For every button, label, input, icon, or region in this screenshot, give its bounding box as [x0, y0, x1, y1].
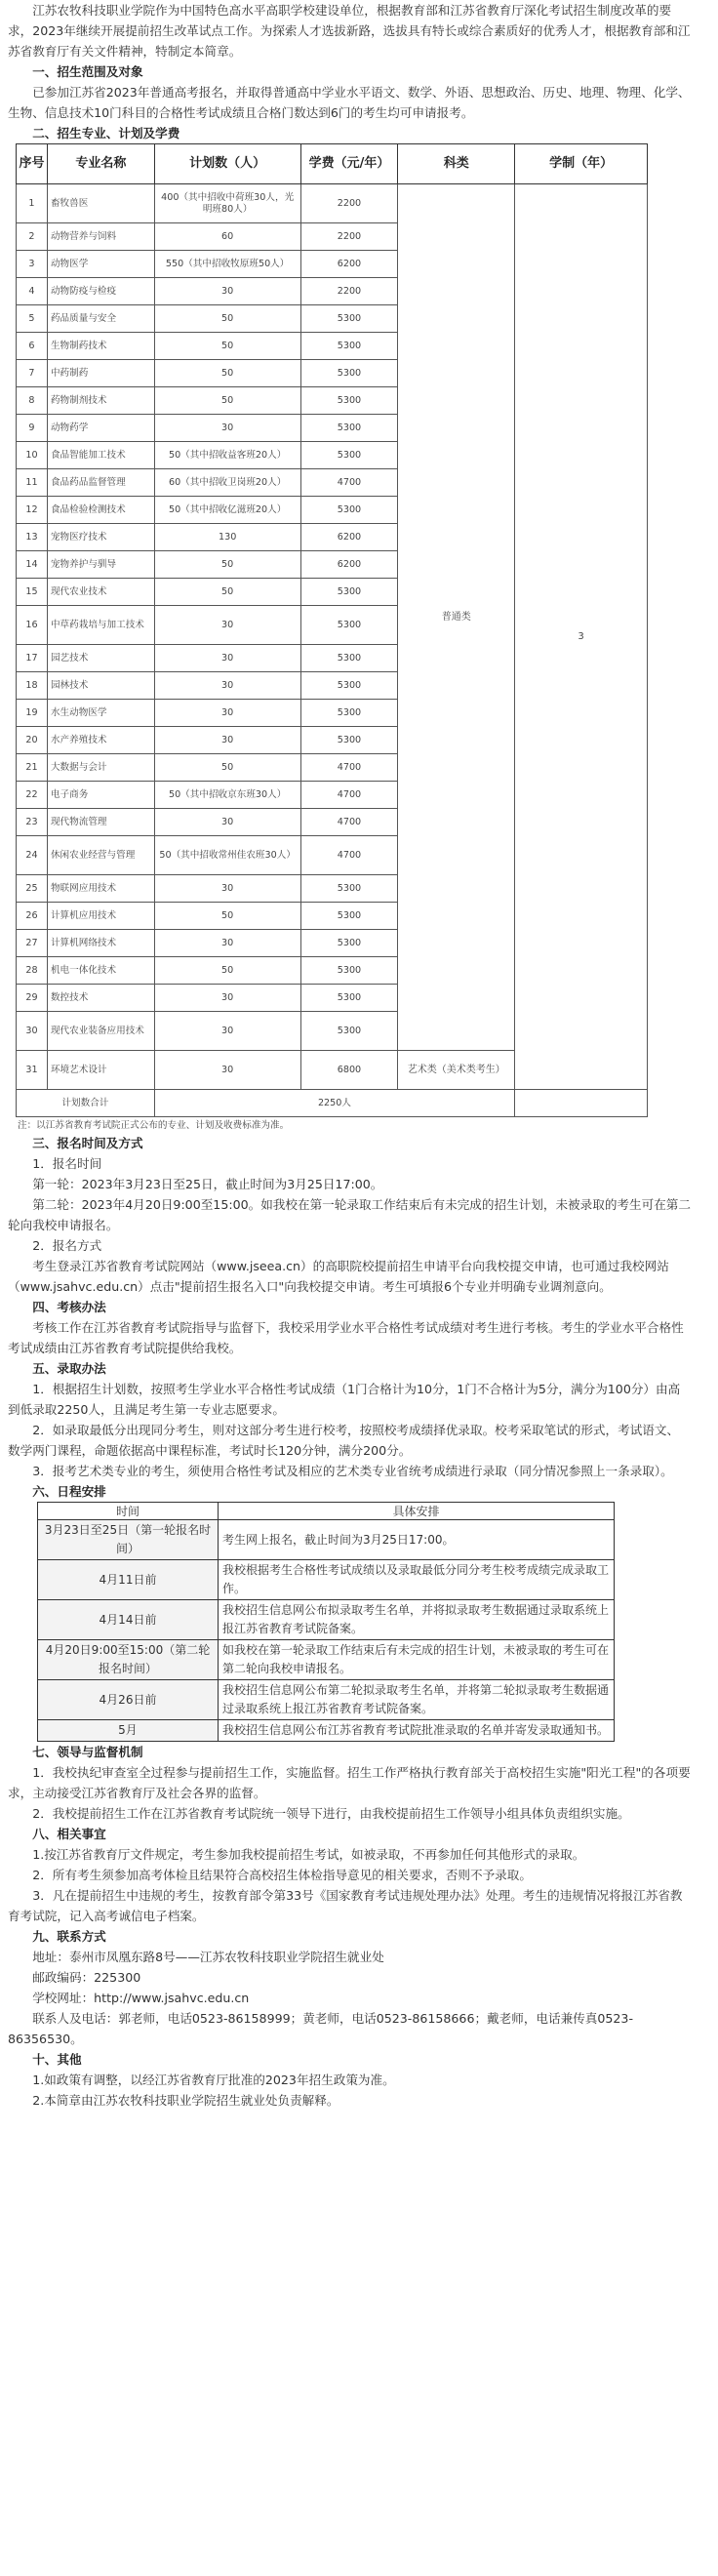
plan-cell-name: 水产养殖技术	[47, 727, 154, 754]
plan-cell-name: 生物制药技术	[47, 333, 154, 360]
plan-cell-fee: 4700	[300, 782, 398, 809]
plan-cell-name: 宠物养护与驯导	[47, 551, 154, 579]
schedule-time: 4月26日前	[38, 1680, 219, 1720]
plan-cell-fee: 5300	[300, 442, 398, 469]
schedule-time: 5月	[38, 1720, 219, 1742]
schedule-header	[38, 1503, 615, 1520]
header-fee: 学费（元/年）	[300, 144, 398, 184]
plan-cell-plan: 30	[154, 1012, 300, 1051]
plan-cell-plan: 50	[154, 903, 300, 930]
section-8-item-2: 2．所有考生须参加高考体检且结果符合高校招生体检指导意见的相关要求，否则不予录取。	[32, 1868, 532, 1882]
plan-cell-no: 16	[17, 606, 48, 645]
header-plan: 计划数（人）	[154, 144, 300, 184]
plan-cell-fee: 5300	[300, 645, 398, 672]
plan-cell-fee: 5300	[300, 727, 398, 754]
schedule-row	[38, 1600, 615, 1640]
plan-cell-plan: 50	[154, 754, 300, 782]
plan-cell-no: 28	[17, 957, 48, 985]
section-3-sub-2: 2．报名方式	[32, 1238, 102, 1253]
section-8-item-3: 3．凡在提前招生中违规的考生，按教育部令第33号《国家教育考试违规处理办法》处理。考生的违规情况将报江苏省教育考试院，记入高考诚信电子档案。	[8, 1888, 683, 1923]
plan-cell-name: 动物营养与饲料	[47, 223, 154, 251]
plan-cell-plan: 30	[154, 415, 300, 442]
plan-cell-fee: 4700	[300, 469, 398, 497]
plan-cell-name: 计算机应用技术	[47, 903, 154, 930]
years-value: 3	[515, 184, 648, 1090]
header-name: 专业名称	[47, 144, 154, 184]
plan-cell-fee: 6200	[300, 524, 398, 551]
contact-postcode: 邮政编码：225300	[32, 1970, 141, 1985]
section-1-text: 已参加江苏省2023年普通高考报名，并取得普通高中学业水平语文、数学、外语、思想政治、历史、地理、物理、化学、生物、信息技术10门科目的合格性考试成绩且合格门数达到6门的考生均可申请报考。	[8, 85, 691, 120]
plan-cell-name: 现代农业装备应用技术	[47, 1012, 154, 1051]
plan-cell-plan: 50（其中招收常州佳农班30人）	[154, 836, 300, 875]
plan-cell-name: 食品智能加工技术	[47, 442, 154, 469]
plan-cell-fee: 5300	[300, 875, 398, 903]
schedule-detail: 我校招生信息网公布拟录取考生名单，并将拟录取考生数据通过录取系统上报江苏省教育考试院备案。	[219, 1600, 615, 1640]
section-3-method: 考生登录江苏省教育考试院网站（www.jseea.cn）的高职院校提前招生申请平台向我校提交申请，也可通过我校网站（www.jsahvc.edu.cn）点击"提前招生报名入口"向我校提交申请。考生可填报6个专业并明确专业调剂意向。	[8, 1259, 669, 1294]
schedule-time: 4月14日前	[38, 1600, 219, 1640]
plan-cell-plan: 30	[154, 700, 300, 727]
contact-website: 学校网址：http://www.jsahvc.edu.cn	[32, 1991, 250, 2005]
schedule-header-detail: 具体安排	[219, 1503, 615, 1520]
section-6-title: 六、日程安排	[32, 1484, 106, 1499]
plan-cell-plan: 550（其中招收牧原班50人）	[154, 251, 300, 278]
plan-cell-name: 食品药品监督管理	[47, 469, 154, 497]
plan-cell-name: 机电一体化技术	[47, 957, 154, 985]
plan-cell-fee: 2200	[300, 223, 398, 251]
plan-cell-name: 中药制药	[47, 360, 154, 387]
plan-cell-name: 宠物医疗技术	[47, 524, 154, 551]
section-7-title: 七、领导与监督机制	[32, 1745, 143, 1759]
plan-cell-no: 19	[17, 700, 48, 727]
plan-cell-name: 电子商务	[47, 782, 154, 809]
plan-cell-plan: 30	[154, 606, 300, 645]
enrollment-plan-table	[16, 143, 648, 1117]
plan-cell-plan: 50	[154, 305, 300, 333]
section-10-item-2: 2.本简章由江苏农牧科技职业学院招生就业处负责解释。	[32, 2093, 339, 2108]
plan-cell-plan: 50（其中招收亿滋班20人）	[154, 497, 300, 524]
total-value: 2250人	[154, 1090, 514, 1117]
plan-cell-no: 14	[17, 551, 48, 579]
plan-cell-name: 动物医学	[47, 251, 154, 278]
section-5-item-1: 1．根据招生计划数，按照考生学业水平合格性考试成绩（1门合格计为10分，1门不合格计为5分，满分为100分）由高到低录取2250人，且满足考生第一专业志愿要求。	[8, 1382, 681, 1417]
plan-cell-name: 计算机网络技术	[47, 930, 154, 957]
plan-cell-no: 20	[17, 727, 48, 754]
schedule-row	[38, 1560, 615, 1600]
plan-cell-plan: 400（其中招收中荷班30人，光明班80人）	[154, 184, 300, 223]
schedule-row	[38, 1640, 615, 1680]
plan-cell-name: 水生动物医学	[47, 700, 154, 727]
plan-cell-no: 6	[17, 333, 48, 360]
schedule-row	[38, 1720, 615, 1742]
contact-address: 地址：泰州市凤凰东路8号——江苏农牧科技职业学院招生就业处	[32, 1950, 384, 1964]
plan-cell-plan: 60	[154, 223, 300, 251]
kind-general: 普通类	[398, 184, 515, 1051]
plan-cell-plan: 30	[154, 727, 300, 754]
plan-cell-no: 25	[17, 875, 48, 903]
plan-cell-fee: 5300	[300, 606, 398, 645]
plan-cell-name: 动物药学	[47, 415, 154, 442]
plan-cell-fee: 5300	[300, 360, 398, 387]
section-9-title: 九、联系方式	[32, 1929, 106, 1944]
plan-cell-fee: 6200	[300, 251, 398, 278]
section-3-round-1: 第一轮：2023年3月23日至25日，截止时间为3月25日17:00。	[32, 1177, 383, 1191]
section-8-item-1: 1.按江苏省教育厅文件规定，考生参加我校提前招生考试，如被录取，不再参加任何其他形式的录取。	[32, 1847, 585, 1862]
plan-cell-no: 9	[17, 415, 48, 442]
plan-cell-fee: 4700	[300, 836, 398, 875]
header-kind: 科类	[398, 144, 515, 184]
plan-cell-name: 数控技术	[47, 985, 154, 1012]
plan-cell-plan: 30	[154, 645, 300, 672]
section-2-title: 二、招生专业、计划及学费	[32, 126, 180, 141]
plan-cell-fee: 5300	[300, 333, 398, 360]
plan-cell-plan: 50	[154, 360, 300, 387]
intro-paragraph: 江苏农牧科技职业学院作为中国特色高水平高职学校建设单位，根据教育部和江苏省教育厅深化考试招生制度改革的要求，2023年继续开展提前招生改革试点工作。为探索人才选拔新路，选拔具有特长或综合素质好的优秀人才，根据教育部和江苏省教育厅有关文件精神，特制定本简章。	[8, 3, 691, 59]
plan-cell-plan: 30	[154, 930, 300, 957]
plan-cell-name: 药物制剂技术	[47, 387, 154, 415]
section-1-title: 一、招生范围及对象	[32, 64, 143, 79]
section-3-title: 三、报名时间及方式	[32, 1136, 143, 1150]
plan-cell-no: 23	[17, 809, 48, 836]
plan-cell-plan: 50	[154, 957, 300, 985]
schedule-table	[37, 1502, 615, 1742]
plan-cell-name: 休闲农业经营与管理	[47, 836, 154, 875]
plan-cell-fee: 2200	[300, 278, 398, 305]
schedule-row	[38, 1520, 615, 1560]
plan-cell-fee: 5300	[300, 305, 398, 333]
plan-cell-no: 10	[17, 442, 48, 469]
plan-table-note: 注：以江苏省教育考试院正式公布的专业、计划及收费标准为准。	[18, 1120, 290, 1131]
plan-cell-plan: 30	[154, 278, 300, 305]
plan-cell-name: 大数据与会计	[47, 754, 154, 782]
plan-cell-no: 29	[17, 985, 48, 1012]
header-years: 学制（年）	[515, 144, 648, 184]
plan-cell-name: 食品检验检测技术	[47, 497, 154, 524]
plan-cell-name: 物联网应用技术	[47, 875, 154, 903]
plan-cell-name: 现代农业技术	[47, 579, 154, 606]
plan-cell-plan: 50	[154, 579, 300, 606]
plan-cell-plan: 130	[154, 524, 300, 551]
section-3-sub-1: 1．报名时间	[32, 1156, 102, 1171]
plan-cell-no: 15	[17, 579, 48, 606]
plan-cell-name: 动物防疫与检疫	[47, 278, 154, 305]
plan-cell-plan: 50（其中招收京东班30人）	[154, 782, 300, 809]
schedule-header-time: 时间	[38, 1503, 219, 1520]
plan-cell-name: 环境艺术设计	[47, 1051, 154, 1090]
schedule-detail: 我校招生信息网公布江苏省教育考试院批准录取的名单并寄发录取通知书。	[219, 1720, 615, 1742]
total-empty	[515, 1090, 648, 1117]
section-5-item-3: 3．报考艺术类专业的考生，须使用合格性考试及相应的艺术类专业省统考成绩进行录取（同分情况参照上一条录取）。	[32, 1464, 673, 1478]
plan-cell-fee: 6800	[300, 1051, 398, 1090]
section-3-round-2: 第二轮：2023年4月20日9:00至15:00。如我校在第一轮录取工作结束后有未完成的招生计划，未被录取的考生可在第二轮向我校申请报名。	[8, 1197, 691, 1232]
plan-cell-fee: 5300	[300, 387, 398, 415]
section-4-text: 考核工作在江苏省教育考试院指导与监督下，我校采用学业水平合格性考试成绩对考生进行考核。考生的学业水平合格性考试成绩由江苏省教育考试院提供给我校。	[8, 1320, 684, 1355]
plan-cell-plan: 60（其中招收卫岗班20人）	[154, 469, 300, 497]
plan-cell-no: 22	[17, 782, 48, 809]
section-10-item-1: 1.如政策有调整，以经江苏省教育厅批准的2023年招生政策为准。	[32, 2073, 395, 2087]
plan-cell-fee: 5300	[300, 985, 398, 1012]
schedule-detail: 考生网上报名，截止时间为3月25日17:00。	[219, 1520, 615, 1560]
plan-cell-name: 药品质量与安全	[47, 305, 154, 333]
schedule-detail: 如我校在第一轮录取工作结束后有未完成的招生计划，未被录取的考生可在第二轮向我校申请报名。	[219, 1640, 615, 1680]
header-no: 序号	[17, 144, 48, 184]
plan-cell-fee: 4700	[300, 809, 398, 836]
plan-cell-plan: 30	[154, 985, 300, 1012]
plan-cell-fee: 5300	[300, 415, 398, 442]
plan-cell-fee: 2200	[300, 184, 398, 223]
plan-cell-no: 11	[17, 469, 48, 497]
plan-row	[17, 184, 648, 223]
plan-cell-plan: 50	[154, 333, 300, 360]
plan-cell-fee: 5300	[300, 1012, 398, 1051]
plan-cell-fee: 5300	[300, 903, 398, 930]
plan-cell-no: 31	[17, 1051, 48, 1090]
section-4-title: 四、考核办法	[32, 1300, 106, 1314]
plan-cell-plan: 30	[154, 875, 300, 903]
plan-cell-no: 27	[17, 930, 48, 957]
plan-cell-plan: 50	[154, 387, 300, 415]
plan-cell-no: 17	[17, 645, 48, 672]
plan-cell-plan: 30	[154, 1051, 300, 1090]
plan-cell-name: 中草药栽培与加工技术	[47, 606, 154, 645]
plan-cell-no: 18	[17, 672, 48, 700]
plan-cell-no: 12	[17, 497, 48, 524]
plan-cell-no: 1	[17, 184, 48, 223]
section-7-item-2: 2．我校提前招生工作在江苏省教育考试院统一领导下进行，由我校提前招生工作领导小组具体负责组织实施。	[32, 1806, 630, 1821]
section-7-item-1: 1．我校执纪审查室全过程参与提前招生工作，实施监督。招生工作严格执行教育部关于高校招生实施"阳光工程"的各项要求，主动接受江苏省教育厅及社会各界的监督。	[8, 1765, 691, 1800]
schedule-detail: 我校招生信息网公布第二轮拟录取考生名单，并将第二轮拟录取考生数据通过录取系统上报江苏省教育考试院备案。	[219, 1680, 615, 1720]
total-label: 计划数合计	[17, 1090, 155, 1117]
plan-cell-fee: 5300	[300, 579, 398, 606]
plan-cell-plan: 30	[154, 672, 300, 700]
schedule-detail: 我校根据考生合格性考试成绩以及录取最低分同分考生校考成绩完成录取工作。	[219, 1560, 615, 1600]
contact-phones: 联系人及电话：郭老师，电话0523-86158999；黄老师，电话0523-86158666；戴老师，电话兼传真0523-86356530。	[8, 2011, 633, 2046]
kind-art: 艺术类（美术类考生）	[398, 1051, 515, 1090]
schedule-time: 4月11日前	[38, 1560, 219, 1600]
plan-cell-fee: 5300	[300, 497, 398, 524]
plan-cell-no: 30	[17, 1012, 48, 1051]
section-5-title: 五、录取办法	[32, 1361, 106, 1376]
plan-cell-no: 26	[17, 903, 48, 930]
plan-cell-plan: 50	[154, 551, 300, 579]
schedule-row	[38, 1680, 615, 1720]
plan-cell-fee: 5300	[300, 672, 398, 700]
plan-cell-no: 7	[17, 360, 48, 387]
plan-cell-fee: 5300	[300, 700, 398, 727]
plan-table-header	[17, 144, 648, 184]
schedule-time: 4月20日9:00至15:00（第二轮报名时间）	[38, 1640, 219, 1680]
plan-cell-name: 现代物流管理	[47, 809, 154, 836]
plan-cell-fee: 4700	[300, 754, 398, 782]
plan-cell-name: 畜牧兽医	[47, 184, 154, 223]
plan-cell-fee: 6200	[300, 551, 398, 579]
plan-cell-no: 3	[17, 251, 48, 278]
plan-cell-name: 园林技术	[47, 672, 154, 700]
plan-cell-no: 21	[17, 754, 48, 782]
plan-cell-name: 园艺技术	[47, 645, 154, 672]
plan-cell-fee: 5300	[300, 930, 398, 957]
plan-cell-no: 24	[17, 836, 48, 875]
plan-cell-plan: 50（其中招收益客班20人）	[154, 442, 300, 469]
section-8-title: 八、相关事宜	[32, 1827, 106, 1841]
section-10-title: 十、其他	[32, 2052, 82, 2067]
plan-cell-no: 13	[17, 524, 48, 551]
plan-cell-no: 4	[17, 278, 48, 305]
plan-table-body	[17, 184, 648, 1117]
section-5-item-2: 2．如录取最低分出现同分考生，则对这部分考生进行校考，按照校考成绩择优录取。校考采取笔试的形式，考试语文、数学两门课程，命题依据高中课程标准，考试时长120分钟，满分200分。	[8, 1423, 680, 1458]
plan-cell-plan: 30	[154, 809, 300, 836]
plan-cell-fee: 5300	[300, 957, 398, 985]
plan-total-row	[17, 1090, 648, 1117]
plan-cell-no: 2	[17, 223, 48, 251]
schedule-body	[38, 1520, 615, 1742]
plan-cell-no: 5	[17, 305, 48, 333]
plan-cell-no: 8	[17, 387, 48, 415]
schedule-time: 3月23日至25日（第一轮报名时间）	[38, 1520, 219, 1560]
